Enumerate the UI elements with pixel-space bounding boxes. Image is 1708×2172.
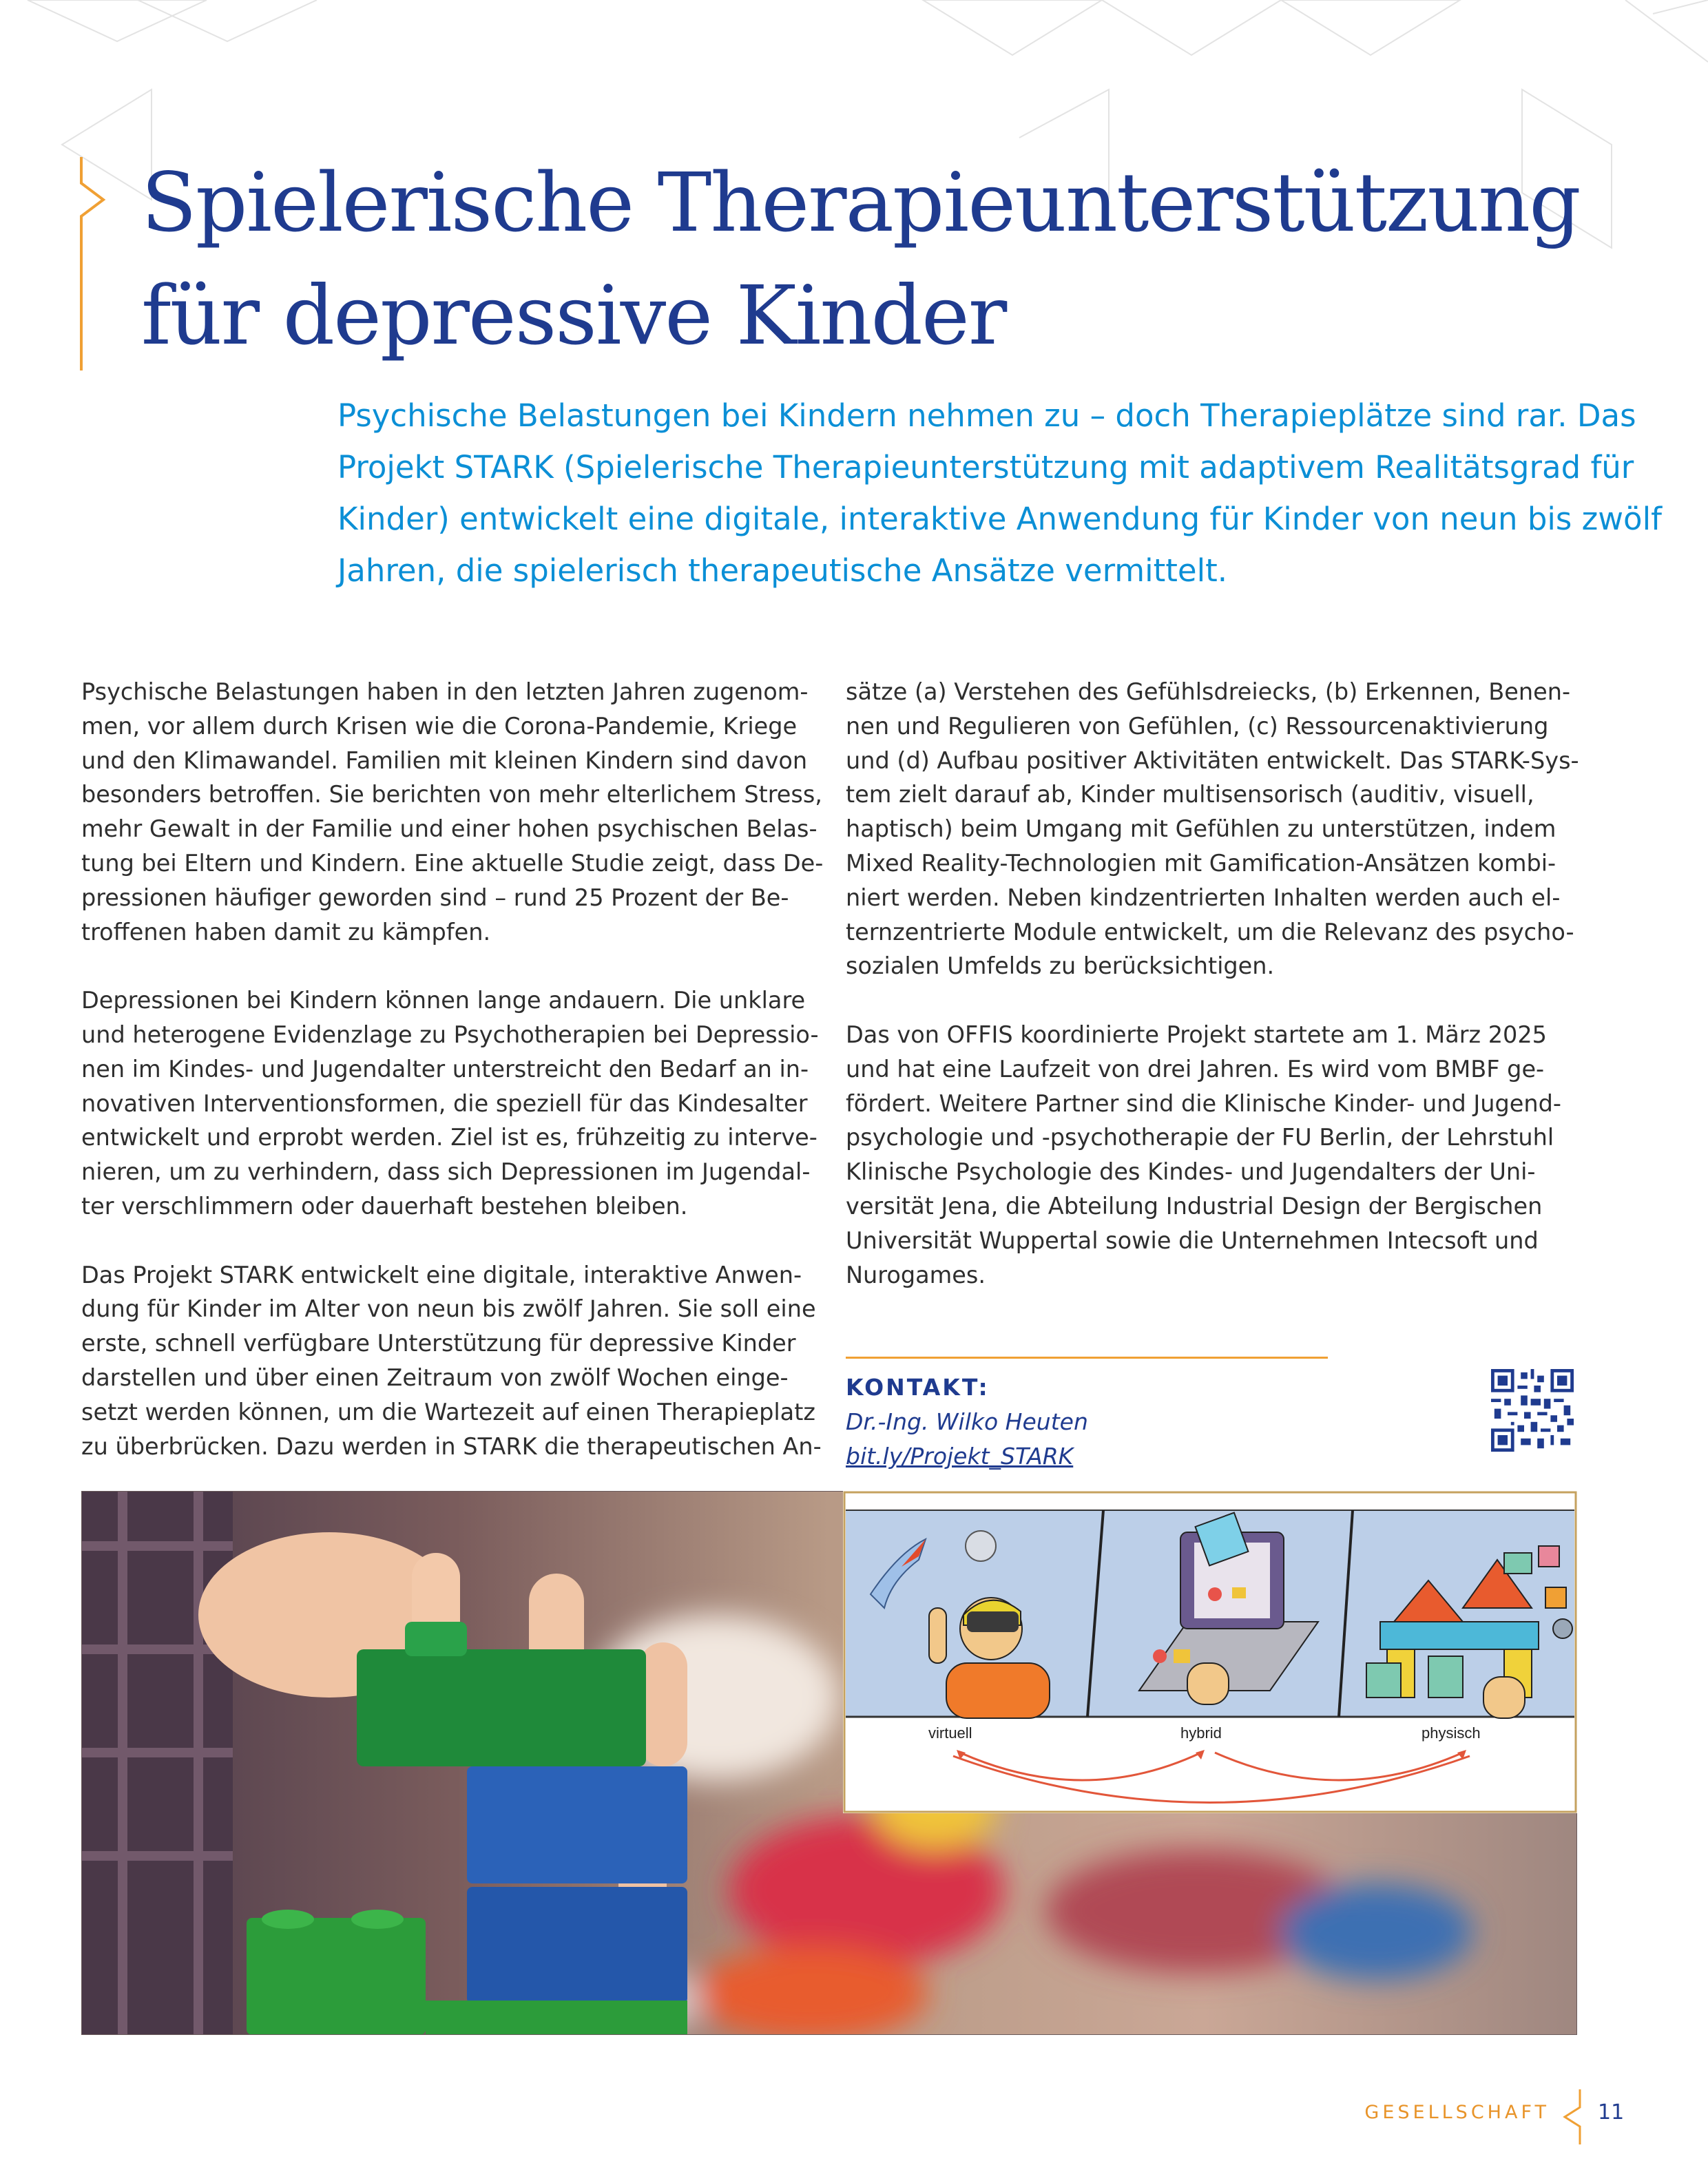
body-line: und hat eine Laufzeit von drei Jahren. Es wird vom BMBF ge-	[846, 1055, 1545, 1083]
body-line: Universität Wuppertal sowie die Unternehmen Intecsoft und	[846, 1226, 1539, 1254]
body-line: Nurogames.	[846, 1261, 986, 1288]
body-line: fördert. Weitere Partner sind die Klinische Kinder- und Jugend-	[846, 1089, 1561, 1117]
body-line: haptisch) beim Umgang mit Gefühlen zu unterstützen, indem	[846, 815, 1556, 843]
body-line: ter verschlimmern oder dauerhaft bestehen bleiben.	[81, 1192, 688, 1220]
title-line: Spielerische Therapieunterstützung	[141, 155, 1580, 250]
body-line: mehr Gewalt in der Familie und einer hohen psychischen Belas-	[81, 815, 817, 843]
body-paragraph	[81, 675, 824, 949]
body-column-right	[846, 675, 1579, 1326]
body-line: Das von OFFIS koordinierte Projekt startete am 1. März 2025	[846, 1021, 1547, 1048]
title-line: für depressive Kinder	[141, 268, 1006, 363]
body-line: tung bei Eltern und Kindern. Eine aktuelle Studie zeigt, dass De-	[81, 849, 824, 877]
body-line: entwickelt und erprobt werden. Ziel ist es, frühzeitig zu interve-	[81, 1124, 817, 1151]
diagram-label-hybrid: hybrid	[1180, 1724, 1222, 1742]
body-line: men, vor allem durch Krisen wie die Corona-Pandemie, Kriege	[81, 712, 798, 740]
qr-code-icon[interactable]	[1491, 1369, 1574, 1452]
body-paragraph	[81, 983, 819, 1224]
body-line: pressionen häufiger geworden sind – rund 25 Prozent der Be-	[81, 884, 789, 911]
body-line: besonders betroffen. Sie berichten von mehr elterlichem Stress,	[81, 781, 822, 808]
body-paragraph	[81, 1258, 822, 1464]
title-accent-bracket	[77, 157, 118, 370]
body-line: und heterogene Evidenzlage zu Psychotherapien bei Depressio-	[81, 1021, 819, 1048]
lead-paragraph	[337, 390, 1662, 596]
body-line: troffenen haben damit zu kämpfen.	[81, 918, 491, 946]
body-line: Das Projekt STARK entwickelt eine digitale, interaktive Anwen-	[81, 1261, 802, 1288]
body-line: erste, schnell verfügbare Unterstützung für depressive Kinder	[81, 1330, 796, 1357]
body-line: dung für Kinder im Alter von neun bis zwölf Jahren. Sie soll eine	[81, 1295, 816, 1323]
body-line: Depressionen bei Kindern können lange andauern. Die unklare	[81, 987, 806, 1014]
body-line: Klinische Psychologie des Kindes- und Jugendalters der Uni-	[846, 1158, 1536, 1186]
body-line: ternzentrierte Module entwickelt, um die Relevanz des psycho-	[846, 918, 1574, 946]
body-line: nen im Kindes- und Jugendalter unterstreicht den Bedarf an in-	[81, 1055, 809, 1083]
diagram-label-virtuell: virtuell	[928, 1724, 972, 1742]
body-line: Mixed Reality-Technologien mit Gamification-Ansätzen kombi-	[846, 849, 1556, 877]
body-line: versität Jena, die Abteilung Industrial Design der Bergischen	[846, 1192, 1543, 1220]
diagram-label-physisch: physisch	[1421, 1724, 1481, 1742]
footer-accent-bracket	[1559, 2089, 1587, 2144]
body-line: darstellen und über einen Zeitraum von zwölf Wochen einge-	[81, 1364, 789, 1391]
body-line: zu überbrücken. Dazu werden in STARK die therapeutischen An-	[81, 1432, 822, 1460]
lead-line: Kinder) entwickelt eine digitale, interaktive Anwendung für Kinder von neun bis zwölf	[337, 501, 1662, 537]
diagram-illustration	[843, 1491, 1577, 1813]
body-line: und den Klimawandel. Familien mit kleinen Kindern sind davon	[81, 746, 808, 774]
body-paragraph	[846, 675, 1579, 983]
body-paragraph	[846, 1018, 1576, 1292]
lead-line: Psychische Belastungen bei Kindern nehmen zu – doch Therapieplätze sind rar. Das	[337, 397, 1636, 434]
body-line: und (d) Aufbau positiver Aktivitäten entwickelt. Das STARK-Sys-	[846, 746, 1579, 774]
contact-heading: KONTAKT:	[846, 1374, 990, 1401]
contact-divider	[846, 1357, 1328, 1359]
lead-line: Jahren, die spielerisch therapeutische Ansätze vermittelt.	[337, 552, 1228, 589]
footer-section-name: GESELLSCHAFT	[1364, 2102, 1550, 2123]
body-line: nieren, um zu verhindern, dass sich Depressionen im Jugendal-	[81, 1158, 811, 1186]
page-number: 11	[1598, 2100, 1625, 2124]
body-line: sozialen Umfelds zu berücksichtigen.	[846, 952, 1275, 980]
body-line: setzt werden können, um die Wartezeit auf einen Therapieplatz	[81, 1398, 815, 1426]
body-line: nen und Regulieren von Gefühlen, (c) Ressourcenaktivierung	[846, 712, 1549, 740]
body-line: novativen Interventionsformen, die speziell für das Kindesalter	[81, 1089, 808, 1117]
body-line: Psychische Belastungen haben in den letzten Jahren zugenom-	[81, 678, 809, 705]
body-line: sätze (a) Verstehen des Gefühlsdreiecks, (b) Erkennen, Benen-	[846, 678, 1571, 705]
article-title	[141, 146, 1622, 372]
body-line: psychologie und -psychotherapie der FU Berlin, der Lehrstuhl	[846, 1124, 1554, 1151]
body-column-left	[81, 675, 824, 1498]
stark-reality-diagram	[843, 1491, 1577, 1813]
body-line: tem zielt darauf ab, Kinder multisensorisch (auditiv, visuell,	[846, 781, 1534, 808]
body-line: niert werden. Neben kindzentrierten Inhalten werden auch el-	[846, 884, 1561, 911]
contact-name: Dr.-Ing. Wilko Heuten	[846, 1408, 1088, 1435]
lead-line: Projekt STARK (Spielerische Therapieunterstützung mit adaptivem Realitätsgrad für	[337, 449, 1634, 485]
contact-link[interactable]: bit.ly/Projekt_STARK	[846, 1443, 1074, 1470]
